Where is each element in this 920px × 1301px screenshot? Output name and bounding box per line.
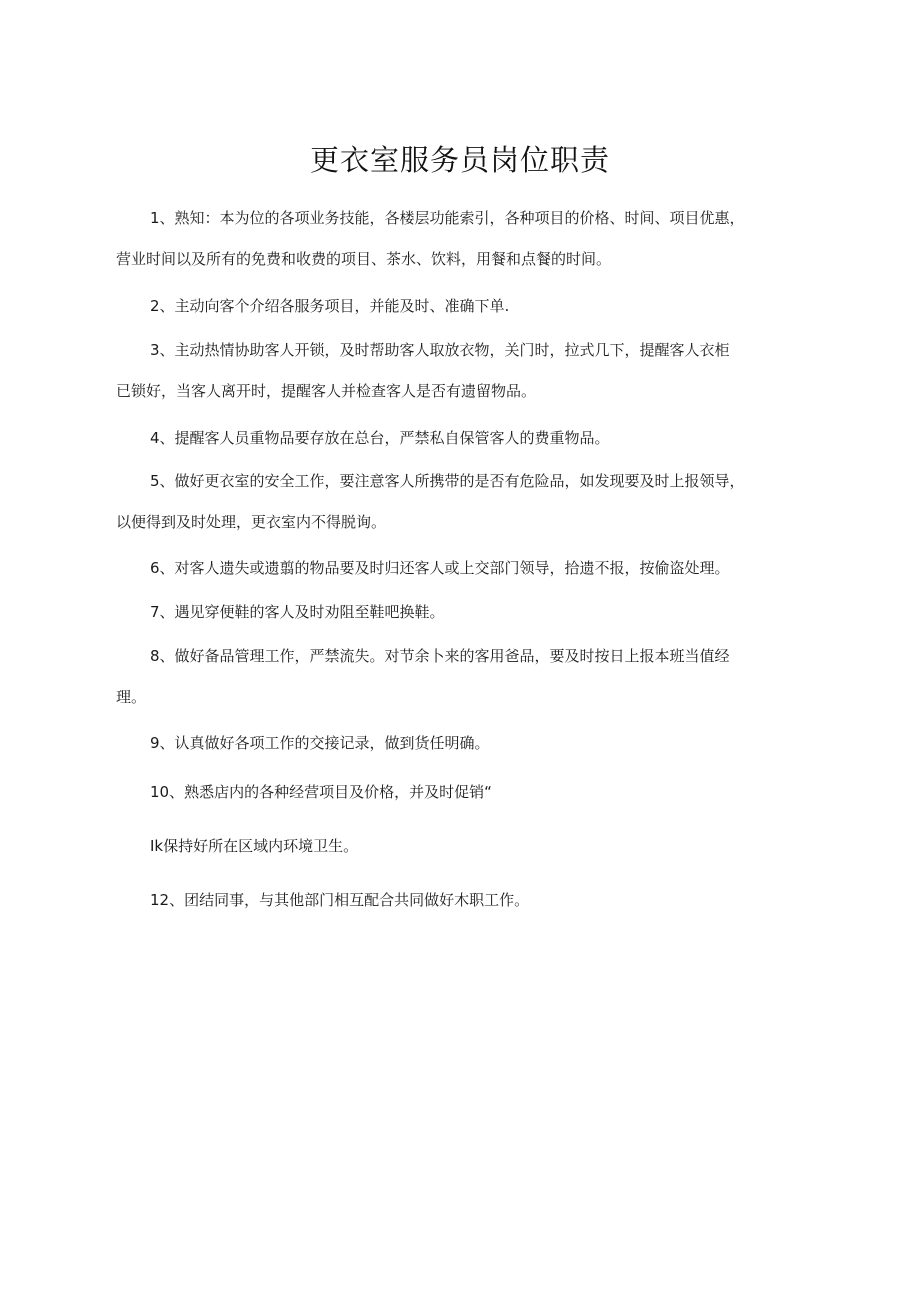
duty-line: 7、遇见穿便鞋的客人及时劝阻至鞋吧换鞋。 — [150, 603, 445, 621]
duty-line: 8、做好备品管理工作，严禁流失。对节余卜来的客用爸品，要及时按日上报本班当值经 — [150, 647, 730, 665]
duty-item-12 — [116, 889, 822, 911]
duty-line: 4、提醒客人员重物品要存放在总台，严禁私自保管客人的费重物品。 — [150, 429, 610, 447]
document-title: 更衣室服务员岗位职责 — [309, 143, 610, 177]
duty-line: 1、熟知：本为位的各项业务技能，各楼层功能索引，各种项目的价格、时间、项目优惠， — [150, 209, 745, 227]
duty-item-6 — [116, 557, 822, 579]
duty-line: 营业时间以及所有的免费和收费的项目、茶水、饮料，用餐和点餐的时间。 — [116, 250, 612, 268]
duty-line: Ik保持好所在区域内环境卫生。 — [150, 837, 359, 855]
duty-item-10 — [116, 781, 822, 803]
duty-item-4 — [116, 427, 822, 449]
duty-item-1 — [116, 207, 822, 270]
duty-line: 10、熟悉店内的各种经营项目及价格，并及时促销“ — [150, 783, 492, 801]
duty-line: 已锁好，当客人离开时，提醒客人并检查客人是否有遗留物品。 — [116, 382, 537, 400]
duty-item-3 — [116, 339, 822, 402]
duty-line: 以便得到及时处理，更衣室内不得脱询。 — [116, 513, 387, 531]
duty-item-9 — [116, 732, 822, 754]
duty-line: 2、主动向客个介绍各服务项目，并能及时、准确下单. — [150, 297, 510, 315]
duty-line: 6、对客人遗失或遗翦的物品要及时归还客人或上交部门领导，拾遗不报，按偷盗处理。 — [150, 559, 730, 577]
duty-line: 5、做好更衣室的安全工作，要注意客人所携带的是否有危险品，如发现要及时上报领导， — [150, 472, 745, 490]
duty-item-2 — [116, 295, 822, 317]
duty-line: 9、认真做好各项工作的交接记录，做到货任明确。 — [150, 734, 490, 752]
duty-line: 理。 — [116, 688, 147, 706]
duty-item-8 — [116, 645, 822, 708]
duty-line: 3、主动热情协助客人开锁，及时帮助客人取放衣物，关门时，拉式几下，提醒客人衣柜 — [150, 341, 730, 359]
duty-item-11 — [116, 835, 822, 857]
duty-line: 12、团结同事，与其他部门相互配合共同做好木职工作。 — [150, 891, 530, 909]
duty-item-5 — [116, 470, 822, 533]
duty-item-7 — [116, 601, 822, 623]
